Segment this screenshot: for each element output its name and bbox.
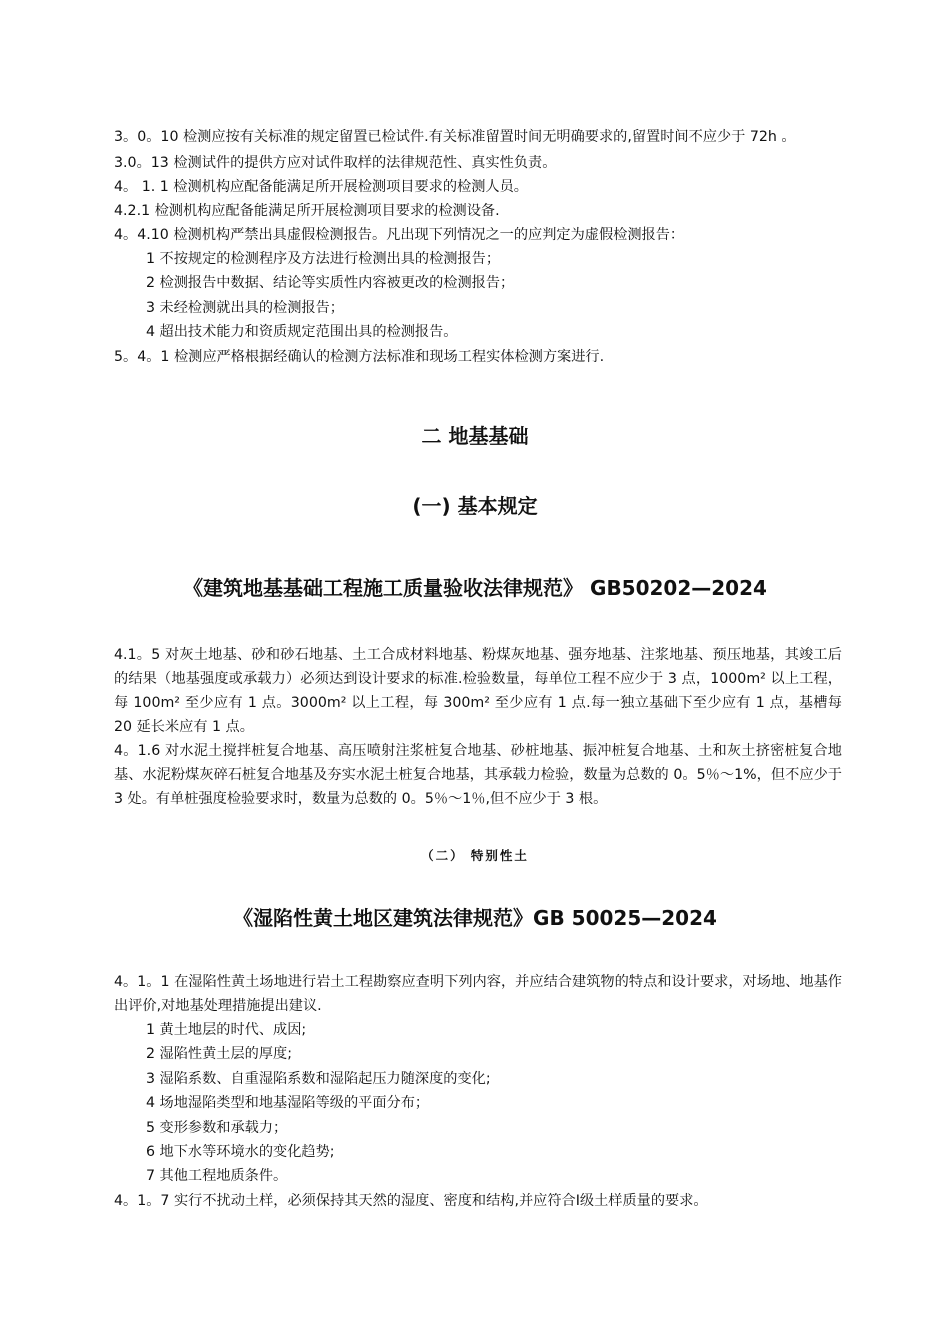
list-item: 2 湿陷性黄土层的厚度;: [146, 1046, 293, 1063]
clause-4-1-7: 4。1。7 实行不扰动土样，必须保持其天然的湿度、密度和结构,并应符合Ⅰ级土样质量的要求。: [114, 1192, 708, 1209]
clause-3-0-13: 3.0。13 检测试件的提供方应对试件取样的法律规范性、真实性负责。: [114, 155, 557, 171]
list-item: 3 湿陷系数、自重湿陷系数和湿陷起压力随深度的变化;: [146, 1070, 491, 1087]
clause-4-1-5: 4.1。5 对灰土地基、砂和砂石地基、土工合成材料地基、粉煤灰地基、强夯地基、注浆地基、预压地基，其竣工后的结果（地基强度或承载力）必须达到设计要求的标准.检验数量，每单位工程不应少于 3 点，1000m² 以上工程，每 100m² 至少应有 1 点。3000m² 以上工程，每 300m² 至少应有 1 点.每一独立基础下至少应有 1 点，基槽每 20 延长米应有 1 点。: [114, 647, 842, 735]
clause-4-1-1: 4。 1. 1 检测机构应配备能满足所开展检测项目要求的检测人员。: [114, 179, 528, 195]
clause-4-1-1-loess: 4。1。1 在湿陷性黄土场地进行岩土工程勘察应查明下列内容，并应结合建筑物的特点和设计要求，对场地、地基作出评价,对地基处理措施提出建议.: [114, 974, 842, 1014]
list-item: 2 检测报告中数据、结论等实质性内容被更改的检测报告；: [146, 275, 515, 292]
section-inspection-rules: [114, 125, 842, 369]
subsection-heading-special-soil: （二） 特别性土: [421, 848, 529, 863]
list-item: 3 未经检测就出具的检测报告；: [146, 299, 344, 316]
standard-title-gb50202: 《建筑地基基础工程施工质量验收法律规范》 GB50202—2024: [183, 576, 767, 600]
list-item: 1 不按规定的检测程序及方法进行检测出具的检测报告；: [146, 251, 501, 267]
clause-3-0-10: 3。0。10 检测应按有关标准的规定留置已检试件.有关标准留置时间无明确要求的,留置时间不应少于 72h 。: [114, 129, 796, 145]
list-item: 5 变形参数和承载力；: [146, 1119, 288, 1136]
standard-title-gb50025: 《湿陷性黄土地区建筑法律规范》GB 50025—2024: [233, 906, 717, 930]
subsection-heading-basic: (一) 基本规定: [412, 494, 538, 518]
clause-4-2-1: 4.2.1 检测机构应配备能满足所开展检测项目要求的检测设备.: [114, 203, 500, 219]
list-item: 4 场地湿陷类型和地基湿陷等级的平面分布；: [146, 1095, 430, 1112]
section-loess-clauses: [114, 970, 842, 1213]
list-item: 6 地下水等环境水的变化趋势;: [146, 1144, 335, 1161]
chapter-heading: 二 地基基础: [421, 424, 529, 448]
clause-4-1-6: 4。1.6 对水泥土搅拌桩复合地基、高压喷射注浆桩复合地基、砂桩地基、振冲桩复合地基、土和灰土挤密桩复合地基、水泥粉煤灰碎石桩复合地基及夯实水泥土桩复合地基，其承载力检验，数量为总数的 0。5％～1%，但不应少于 3 处。有单桩强度检验要求时，数量为总数的 0。5％～1％,但不应少于 3 根。: [114, 743, 842, 807]
section-foundation-clauses: [114, 643, 842, 811]
list-item: 1 黄土地层的时代、成因;: [146, 1022, 307, 1038]
list-item: 7 其他工程地质条件。: [146, 1168, 288, 1185]
clause-5-4-1: 5。4。1 检测应严格根据经确认的检测方法标准和现场工程实体检测方案进行.: [114, 348, 605, 365]
clause-4-4-10: 4。4.10 检测机构严禁出具虚假检测报告。凡出现下列情况之一的应判定为虚假检测报告：: [114, 227, 685, 243]
list-item: 4 超出技术能力和资质规定范围出具的检测报告。: [146, 324, 458, 341]
